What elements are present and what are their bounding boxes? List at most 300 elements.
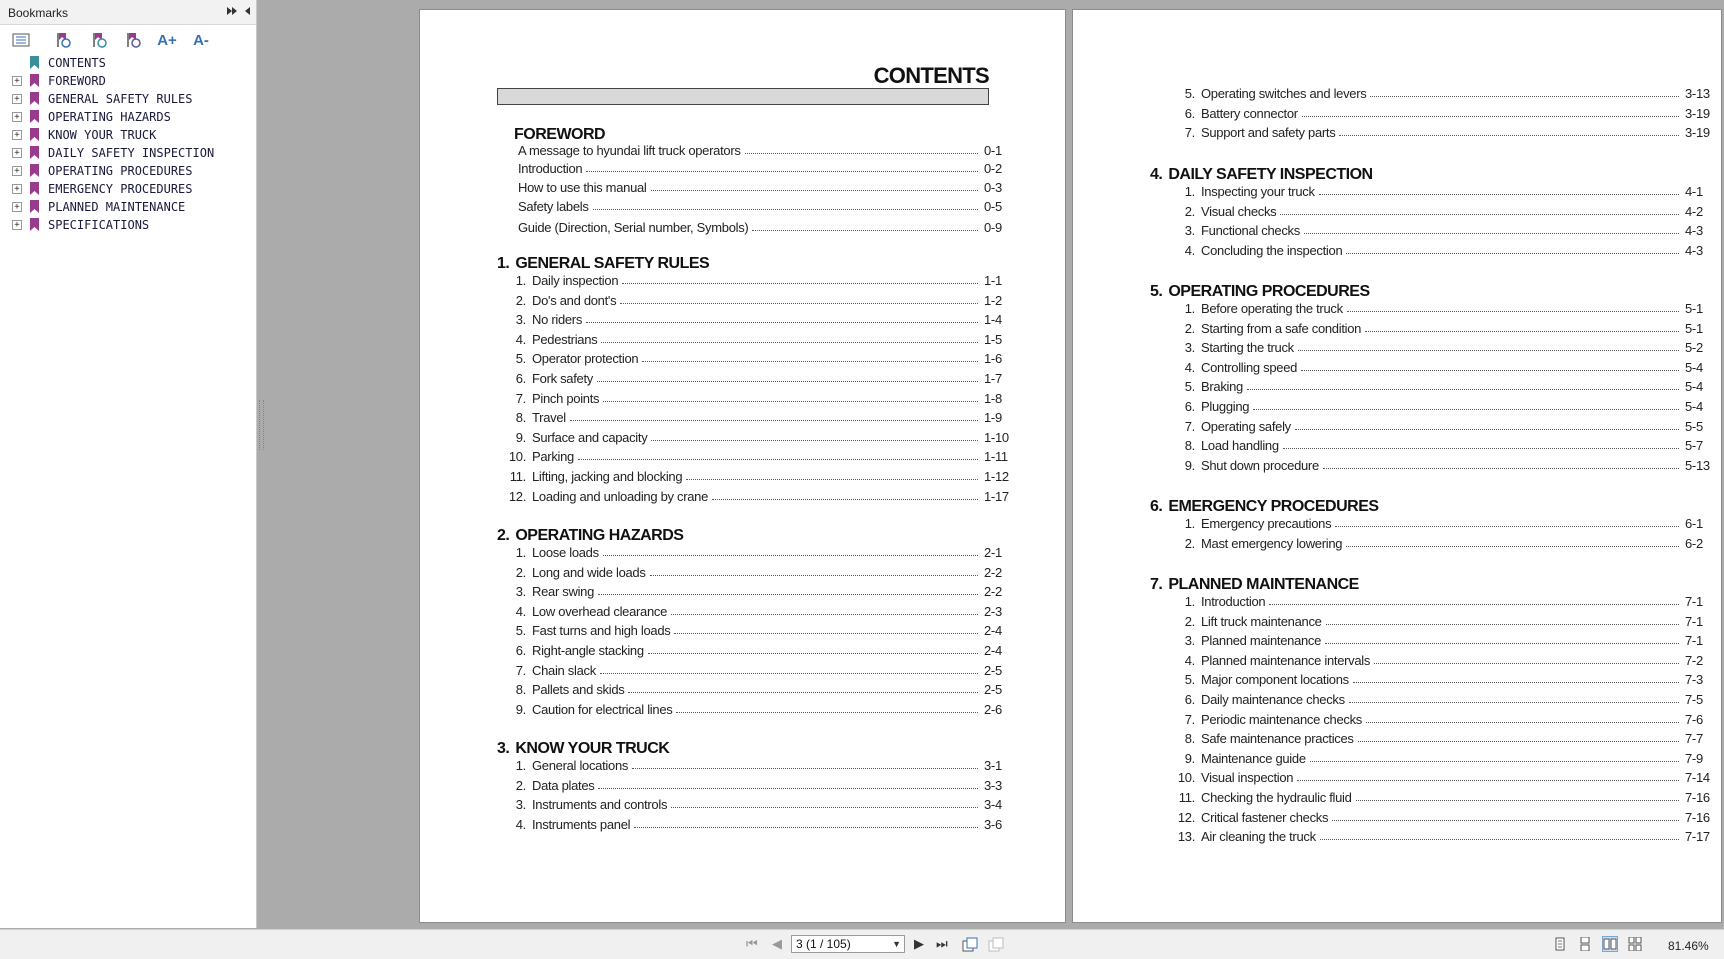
toc-entry[interactable]: [506, 642, 1010, 658]
toc-entry[interactable]: [1175, 711, 1711, 727]
expand-toggle-icon[interactable]: +: [12, 130, 22, 140]
entry-number: 10.: [1177, 770, 1195, 786]
toc-entry[interactable]: [1175, 809, 1711, 825]
expand-toggle-icon[interactable]: +: [12, 184, 22, 194]
toc-entry[interactable]: [506, 468, 1010, 484]
toc-entry[interactable]: [506, 662, 1010, 678]
toc-entry[interactable]: [506, 701, 1010, 717]
entry-number: 2.: [515, 564, 526, 580]
dot-leader: [1349, 702, 1679, 703]
panel-resize-handle[interactable]: [259, 400, 264, 450]
entry-page: 4-1: [1685, 184, 1703, 199]
dot-leader: [601, 342, 978, 343]
section-number: 7.: [1150, 576, 1163, 593]
dot-leader: [1370, 96, 1679, 97]
double-arrow-right-icon[interactable]: [226, 5, 238, 21]
entry-title: Concluding the inspection: [1201, 242, 1343, 258]
entry-title: Critical fastener checks: [1201, 809, 1329, 825]
entry-title: Chain slack: [532, 662, 596, 678]
entry-number: 3.: [515, 797, 526, 813]
entry-page: 0-2: [984, 161, 1002, 176]
entry-title: Checking the hydraulic fluid: [1201, 790, 1352, 805]
toc-entry[interactable]: [506, 622, 1010, 638]
entry-page: 7-1: [1685, 594, 1703, 609]
dot-leader: [1358, 741, 1679, 742]
bookmark-icon: [30, 110, 39, 123]
entry-title: Right-angle stacking: [532, 643, 644, 658]
entry-number: 11.: [1178, 790, 1195, 805]
bookmark-label[interactable]: CONTENTS: [48, 56, 106, 70]
section-number: 4.: [1150, 166, 1163, 183]
bookmark-item[interactable]: [6, 72, 256, 90]
toc-entry[interactable]: [1175, 671, 1711, 687]
entry-page: 7-3: [1685, 672, 1703, 688]
entry-page: 5-4: [1685, 359, 1703, 375]
dot-leader: [1325, 643, 1679, 644]
bookmark-item[interactable]: [6, 216, 256, 234]
toc-entry[interactable]: [1175, 457, 1711, 473]
entry-page: 5-4: [1685, 399, 1703, 414]
dot-leader: [648, 653, 978, 654]
dot-leader: [1320, 839, 1679, 840]
dot-leader: [598, 788, 978, 789]
entry-title: Fork safety: [532, 371, 593, 386]
toc-entry[interactable]: [506, 757, 1010, 773]
entry-page: 0-5: [984, 199, 1002, 214]
dot-leader: [1339, 135, 1679, 136]
entry-page: 1-4: [984, 312, 1002, 328]
dot-leader: [752, 230, 978, 231]
entry-page: 7-9: [1685, 750, 1703, 766]
entry-number: 5.: [1184, 672, 1195, 688]
toc-entry[interactable]: [506, 564, 1010, 580]
entry-number: 8.: [1184, 731, 1195, 747]
entry-number: 8.: [1184, 438, 1195, 454]
entry-page: 2-1: [984, 545, 1002, 560]
bookmark-item[interactable]: [6, 198, 256, 216]
toc-entry[interactable]: [506, 350, 1010, 366]
entry-page: 7-1: [1685, 633, 1703, 649]
entry-page: 2-4: [984, 623, 1002, 639]
dot-leader: [600, 673, 978, 674]
toc-entry[interactable]: [492, 142, 1010, 158]
entry-title: Major component locations: [1201, 672, 1349, 688]
entry-page: 1-5: [984, 331, 1002, 347]
entry-number: 6.: [1184, 105, 1195, 121]
entry-number: 3.: [515, 584, 526, 600]
dot-leader: [634, 827, 978, 828]
section-number: 6.: [1150, 498, 1163, 515]
toc-entry[interactable]: [1175, 378, 1711, 394]
entry-page: 7-1: [1685, 613, 1703, 629]
entry-title: No riders: [532, 312, 583, 328]
entry-page: 2-2: [984, 564, 1002, 580]
bookmark-icon: [30, 218, 39, 231]
toc-entry[interactable]: [492, 160, 1010, 176]
toc-entry[interactable]: [1175, 593, 1711, 609]
entry-page: 2-4: [984, 643, 1002, 658]
entry-title: Introduction: [1201, 594, 1266, 609]
bookmark-label[interactable]: EMERGENCY PROCEDURES: [48, 182, 193, 196]
bookmarks-panel: [0, 0, 257, 928]
dot-leader: [686, 479, 978, 480]
entry-title: Fast turns and high loads: [532, 623, 671, 639]
toc-entry[interactable]: [1175, 789, 1711, 805]
section-title: PLANNED MAINTENANCE: [1168, 576, 1359, 593]
previous-view-icon[interactable]: [962, 937, 976, 951]
bookmark-icon: [30, 164, 39, 177]
bookmark-item[interactable]: [6, 126, 256, 144]
section-title: OPERATING HAZARDS: [515, 527, 684, 544]
toc-entry[interactable]: [1175, 105, 1711, 121]
toc-entry[interactable]: [506, 777, 1010, 793]
bookmark-label[interactable]: OPERATING HAZARDS: [48, 110, 171, 124]
entry-page: 5-13: [1685, 457, 1710, 473]
dot-leader: [671, 807, 978, 808]
entry-number: 7.: [1184, 125, 1195, 141]
entry-number: 7.: [1184, 711, 1195, 727]
toc-entry[interactable]: [1175, 339, 1711, 355]
entry-number: 12.: [508, 488, 526, 504]
entry-title: Pinch points: [532, 390, 600, 406]
dot-leader: [671, 614, 978, 615]
next-view-icon[interactable]: [988, 937, 1002, 951]
bookmark-icon: [30, 146, 39, 159]
toc-entry[interactable]: [1175, 828, 1711, 844]
entry-title: Rear swing: [532, 584, 595, 600]
toc-entry[interactable]: [1175, 124, 1711, 140]
entry-title: Instruments and controls: [532, 797, 668, 813]
entry-number: 5.: [1184, 379, 1195, 395]
dot-leader: [586, 322, 978, 323]
section-title: DAILY SAFETY INSPECTION: [1168, 166, 1373, 183]
expand-toggle-icon[interactable]: +: [12, 202, 22, 212]
toc-entry[interactable]: [1175, 535, 1711, 551]
toc-entry[interactable]: [1175, 183, 1711, 199]
entry-page: 2-2: [984, 584, 1002, 600]
expand-toggle-icon[interactable]: +: [12, 220, 22, 230]
toc-entry[interactable]: [1175, 691, 1711, 707]
entry-page: 5-7: [1685, 438, 1703, 454]
entry-title: Visual inspection: [1201, 770, 1294, 786]
toc-entry[interactable]: [506, 370, 1010, 386]
dot-leader: [598, 594, 978, 595]
increase-font-icon[interactable]: A+: [157, 31, 177, 49]
dot-leader: [651, 440, 978, 441]
bookmark-item[interactable]: [6, 162, 256, 180]
expand-toggle-icon[interactable]: +: [12, 76, 22, 86]
first-page-icon[interactable]: ⏮: [746, 936, 758, 951]
navigation-bar: [0, 929, 1724, 959]
bookmark-label[interactable]: KNOW YOUR TRUCK: [48, 128, 157, 142]
entry-page: 0-3: [984, 180, 1002, 195]
entry-title: Operating safely: [1201, 418, 1291, 434]
entry-number: 1.: [515, 545, 526, 560]
toc-entry[interactable]: [506, 448, 1010, 464]
bookmark-icon: [30, 92, 39, 105]
add-bookmark-icon[interactable]: [88, 29, 110, 51]
entry-number: 5.: [515, 623, 526, 639]
entry-title: Inspecting your truck: [1201, 184, 1315, 199]
dot-leader: [628, 692, 978, 693]
entry-page: 1-8: [984, 390, 1002, 406]
toc-entry[interactable]: [1175, 613, 1711, 629]
entry-page: 2-3: [984, 603, 1002, 619]
toc-entry[interactable]: [1175, 398, 1711, 414]
entry-title: Loose loads: [532, 545, 599, 560]
entry-number: 4.: [515, 331, 526, 347]
section-number: 1.: [497, 255, 510, 272]
entry-title: Planned maintenance intervals: [1201, 652, 1371, 668]
toc-entry[interactable]: [506, 603, 1010, 619]
dot-leader: [586, 171, 978, 172]
entry-page: 3-6: [984, 816, 1002, 832]
entry-number: 3.: [515, 312, 526, 328]
dot-leader: [1269, 604, 1679, 605]
entry-title: Lift truck maintenance: [1201, 613, 1322, 629]
dot-leader: [1346, 253, 1679, 254]
toc-section-heading: [497, 740, 669, 758]
dot-leader: [1297, 780, 1679, 781]
entry-number: 9.: [515, 701, 526, 717]
entry-number: 1.: [515, 273, 526, 288]
toc-section-heading: [1150, 283, 1370, 301]
expand-bookmark-icon[interactable]: [52, 29, 74, 51]
entry-number: 2.: [1184, 203, 1195, 219]
toc-section-heading: [1150, 166, 1373, 184]
bookmarks-title: Bookmarks: [8, 6, 69, 20]
entry-title: Travel: [532, 410, 566, 426]
dot-leader: [650, 575, 978, 576]
entry-title: A message to hyundai lift truck operators: [518, 143, 741, 158]
toc-entry[interactable]: [492, 179, 1010, 195]
toc-entry[interactable]: [506, 331, 1010, 347]
entry-page: 1-2: [984, 292, 1002, 308]
entry-page: 7-6: [1685, 711, 1703, 727]
toc-section-heading: [497, 255, 709, 273]
entry-number: 6.: [515, 643, 526, 658]
toc-entry[interactable]: [1175, 203, 1711, 219]
entry-page: 2-6: [984, 701, 1002, 717]
bookmark-icon: [30, 128, 39, 141]
entry-title: Support and safety parts: [1201, 125, 1336, 141]
zoom-level[interactable]: 81.46%: [1668, 939, 1709, 953]
toc-entry[interactable]: [1175, 242, 1711, 258]
dot-leader: [712, 499, 978, 500]
section-title: EMERGENCY PROCEDURES: [1168, 498, 1379, 515]
entry-number: 7.: [515, 390, 526, 406]
toc-entry[interactable]: [1175, 320, 1711, 336]
dot-leader: [1353, 682, 1679, 683]
entry-number: 9.: [1184, 457, 1195, 473]
bookmark-item[interactable]: [6, 54, 256, 72]
entry-title: Air cleaning the truck: [1201, 829, 1316, 845]
bookmark-label[interactable]: OPERATING PROCEDURES: [48, 164, 193, 178]
entry-number: 2.: [1184, 535, 1195, 551]
section-title: OPERATING PROCEDURES: [1168, 283, 1370, 300]
dot-leader: [1310, 761, 1679, 762]
entry-title: Parking: [532, 449, 574, 465]
entry-title: Safety labels: [518, 199, 589, 214]
entry-page: 4-2: [1685, 203, 1703, 219]
toc-entry[interactable]: [1175, 750, 1711, 766]
section-number: 3.: [497, 740, 510, 757]
toc-entry[interactable]: [492, 198, 1010, 214]
toc-entry[interactable]: [1175, 418, 1711, 434]
entry-title: Guide (Direction, Serial number, Symbols): [518, 220, 749, 235]
bookmarks-header: [0, 0, 256, 25]
entry-number: 7.: [1184, 418, 1195, 434]
toc-entry[interactable]: [506, 429, 1010, 445]
dot-leader: [642, 361, 978, 362]
section-title: KNOW YOUR TRUCK: [515, 740, 670, 757]
entry-number: 8.: [515, 682, 526, 698]
continuous-facing-icon[interactable]: [1628, 937, 1642, 951]
expand-toggle-icon[interactable]: +: [12, 112, 22, 122]
bookmark-icon: [30, 182, 39, 195]
entry-number: 1.: [1184, 184, 1195, 199]
entry-number: 1.: [1184, 301, 1195, 316]
entry-title: Visual checks: [1201, 203, 1277, 219]
bookmark-item[interactable]: [6, 180, 256, 198]
expand-toggle-icon[interactable]: +: [12, 148, 22, 158]
entry-number: 1.: [515, 758, 526, 773]
toc-entry[interactable]: [492, 219, 1010, 235]
toc-entry[interactable]: [506, 544, 1010, 560]
entry-title: Surface and capacity: [532, 429, 648, 445]
dot-leader: [603, 555, 978, 556]
toc-entry[interactable]: [506, 390, 1010, 406]
title-bar: [497, 88, 989, 105]
entry-title: Battery connector: [1201, 105, 1298, 121]
entry-page: 3-19: [1685, 105, 1710, 121]
bookmark-icon: [30, 74, 39, 87]
entry-title: How to use this manual: [518, 180, 647, 195]
toc-entry[interactable]: [506, 796, 1010, 812]
bookmark-icon: [30, 200, 39, 213]
bookmark-item[interactable]: [6, 90, 256, 108]
facing-pages-icon[interactable]: [1603, 937, 1617, 951]
toc-entry[interactable]: [1175, 300, 1711, 316]
toc-entry[interactable]: [1175, 437, 1711, 453]
bookmark-label[interactable]: PLANNED MAINTENANCE: [48, 200, 186, 214]
entry-number: 3.: [1184, 633, 1195, 649]
page-number-input[interactable]: [791, 935, 905, 953]
bookmark-label[interactable]: SPECIFICATIONS: [48, 218, 150, 232]
toc-entry[interactable]: [1175, 632, 1711, 648]
entry-page: 7-16: [1685, 809, 1710, 825]
entry-number: 3.: [1184, 223, 1195, 239]
toc-entry[interactable]: [506, 681, 1010, 697]
dot-leader: [597, 381, 978, 382]
bookmark-item[interactable]: [6, 144, 256, 162]
dot-leader: [1347, 311, 1679, 312]
last-page-icon[interactable]: ⏭: [936, 936, 948, 951]
expand-toggle-icon[interactable]: +: [12, 166, 22, 176]
decrease-font-icon[interactable]: A-: [193, 31, 209, 49]
entry-page: 5-1: [1685, 320, 1703, 336]
entry-page: 7-5: [1685, 692, 1703, 707]
toc-entry[interactable]: [1175, 359, 1711, 375]
entry-number: 2.: [515, 777, 526, 793]
entry-number: 2.: [1184, 613, 1195, 629]
document-page-left: [420, 10, 1065, 922]
dot-leader: [745, 153, 978, 154]
entry-number: 3.: [1184, 340, 1195, 356]
dot-leader: [632, 768, 978, 769]
dot-leader: [1356, 800, 1679, 801]
entry-title: Instruments panel: [532, 816, 631, 832]
single-page-icon[interactable]: [1553, 937, 1567, 951]
bookmarks-toolbar: [8, 27, 248, 53]
dot-leader: [1326, 624, 1679, 625]
dot-leader: [1247, 389, 1679, 390]
toc-entry[interactable]: [506, 311, 1010, 327]
section-number: 5.: [1150, 283, 1163, 300]
entry-page: 1-6: [984, 351, 1002, 367]
bookmark-options-icon[interactable]: [10, 29, 32, 51]
entry-number: 4.: [1184, 359, 1195, 375]
entry-page: 3-1: [984, 758, 1002, 773]
entry-number: 1.: [1184, 516, 1195, 531]
entry-title: Do's and dont's: [532, 292, 617, 308]
entry-title: Low overhead clearance: [532, 603, 668, 619]
entry-title: Introduction: [518, 161, 583, 176]
entry-page: 5-2: [1685, 340, 1703, 356]
toc-entry[interactable]: [506, 583, 1010, 599]
toc-entry[interactable]: [506, 292, 1010, 308]
dot-leader: [1323, 468, 1679, 469]
entry-number: 4.: [515, 816, 526, 832]
toc-entry[interactable]: [1175, 730, 1711, 746]
toc-entry[interactable]: [1175, 85, 1711, 101]
entry-page: 1-11: [984, 449, 1008, 465]
bookmark-label[interactable]: GENERAL SAFETY RULES: [48, 92, 193, 106]
entry-title: Pedestrians: [532, 331, 598, 347]
dot-leader: [1298, 350, 1679, 351]
dot-leader: [1366, 722, 1679, 723]
toc-entry[interactable]: [1175, 652, 1711, 668]
toc-entry[interactable]: [506, 409, 1010, 425]
entry-page: 7-2: [1685, 652, 1703, 668]
entry-title: Before operating the truck: [1201, 301, 1343, 316]
toc-entry[interactable]: [506, 816, 1010, 832]
bookmark-label[interactable]: FOREWORD: [48, 74, 106, 88]
bookmark-item[interactable]: [6, 108, 256, 126]
chevron-down-icon[interactable]: ▼: [892, 939, 901, 949]
expand-toggle-icon[interactable]: +: [12, 94, 22, 104]
bookmark-label[interactable]: DAILY SAFETY INSPECTION: [48, 146, 215, 160]
entry-title: Lifting, jacking and blocking: [532, 469, 683, 484]
entry-title: Starting the truck: [1201, 340, 1294, 356]
entry-number: 1.: [1184, 594, 1195, 609]
toc-entry[interactable]: [1175, 222, 1711, 238]
entry-page: 4-3: [1685, 242, 1703, 258]
toc-entry[interactable]: [1175, 769, 1711, 785]
previous-page-icon[interactable]: ◀: [772, 936, 782, 951]
toc-entry[interactable]: [506, 272, 1010, 288]
next-page-icon[interactable]: ▶: [914, 936, 924, 951]
bookmark-icon: [30, 56, 39, 69]
continuous-icon[interactable]: [1578, 937, 1592, 951]
entry-title: Operator protection: [532, 351, 639, 367]
find-bookmark-icon[interactable]: [122, 29, 144, 51]
dot-leader: [1332, 820, 1679, 821]
toc-entry[interactable]: [1175, 515, 1711, 531]
triangle-left-icon[interactable]: [243, 5, 251, 21]
dot-leader: [1304, 233, 1679, 234]
toc-entry[interactable]: [506, 488, 1010, 504]
